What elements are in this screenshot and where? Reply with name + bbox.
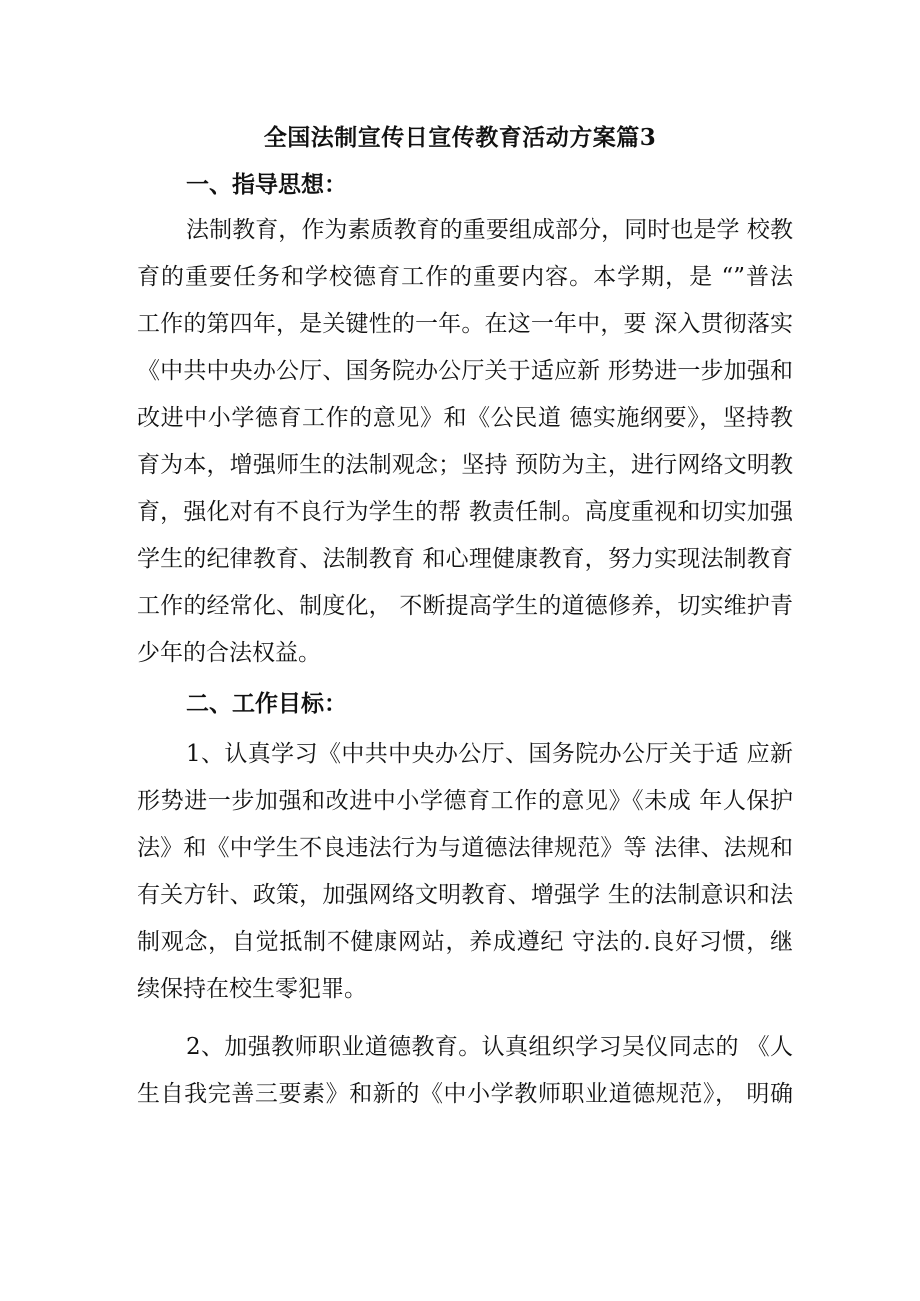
paragraph-line: 育的重要任务和学校德育工作的重要内容。本学期，是 “”普法	[137, 264, 793, 290]
paragraph-line: 育为本，增强师生的法制观念；坚持 预防为主，进行网络文明教	[137, 452, 793, 478]
paragraph-line: 育，强化对有不良行为学生的帮 教责任制。高度重视和切实加强	[137, 499, 793, 525]
section-heading-guiding-ideology: 一、指导思想：	[186, 171, 347, 198]
paragraph-goal-2	[137, 1024, 793, 1118]
paragraph-line: 有关方针、政策，加强网络文明教育、增强学 生的法制意识和法	[137, 882, 793, 908]
paragraph-line: 形势进一步加强和改进中小学德育工作的意见》《未成 年人保护	[137, 788, 793, 814]
paragraph-line: 法制教育，作为素质教育的重要组成部分，同时也是学 校教	[186, 217, 793, 243]
document-title: 全国法制宣传日宣传教育活动方案篇3	[263, 124, 657, 151]
paragraph-line: 工作的经常化、制度化， 不断提高学生的道德修养，切实维护青	[137, 593, 793, 619]
paragraph-line: 1、认真学习《中共中央办公厅、国务院办公厅关于适 应新	[186, 741, 793, 767]
section-heading-work-goals: 二、工作目标：	[186, 690, 347, 717]
paragraph-line: 少年的合法权益。	[137, 640, 321, 666]
paragraph-line: 改进中小学德育工作的意见》和《公民道 德实施纲要》，坚持教	[137, 405, 793, 431]
paragraph-line: 生自我完善三要素》和新的《中小学教师职业道德规范》， 明确	[137, 1081, 793, 1107]
paragraph-line: 2、加强教师职业道德教育。认真组织学习吴仪同志的 《人	[186, 1034, 793, 1060]
paragraph-line: 法》和《中学生不良违法行为与道德法律规范》等 法律、法规和	[137, 835, 793, 861]
paragraph-line: 《中共中央办公厅、国务院办公厅关于适应新 形势进一步加强和	[137, 358, 793, 384]
paragraph-goal-1	[137, 731, 793, 1013]
paragraph-line: 制观念，自觉抵制不健康网站，养成遵纪 守法的.良好习惯，继	[137, 929, 793, 955]
paragraph-line: 工作的第四年，是关键性的一年。在这一年中，要 深入贯彻落实	[137, 311, 793, 337]
paragraph-line: 学生的纪律教育、法制教育 和心理健康教育，努力实现法制教育	[137, 546, 793, 572]
paragraph-line: 续保持在校生零犯罪。	[137, 976, 367, 1002]
paragraph-guiding-ideology	[137, 207, 793, 677]
